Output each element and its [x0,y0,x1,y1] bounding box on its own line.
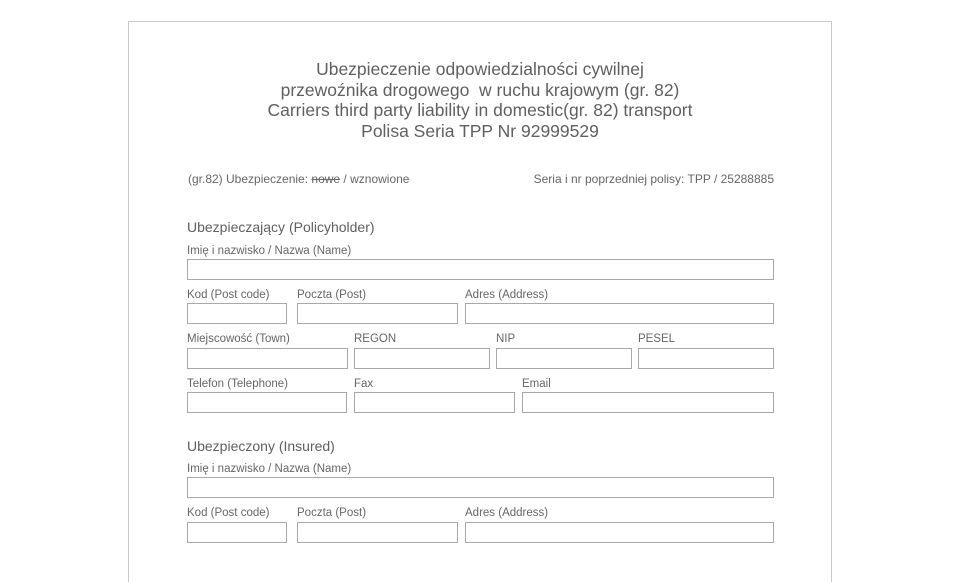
previous-policy: Seria i nr poprzedniej polisy: TPP / 25288885 [533,172,774,186]
insurance-type-separator: / [340,172,351,186]
insurance-type-new: nowe [311,172,341,186]
insurance-type-prefix: (gr.82) Ubezpieczenie: [188,172,312,186]
document-title [129,59,831,141]
policyholder-postcode-label: Kod (Post code) [187,289,270,301]
policyholder-name-label: Imię i nazwisko / Nazwa (Name) [187,245,352,257]
insured-name-field[interactable] [187,477,774,498]
policyholder-town-label: Miejscowość (Town) [187,333,290,345]
policyholder-postcode-field[interactable] [187,303,287,324]
policyholder-address-field[interactable] [465,303,774,324]
policyholder-post-label: Poczta (Post) [297,289,367,301]
title-line-2: przewoźnika drogowego w ruchu krajowym (gr. 82) [280,79,680,100]
policyholder-regon-field[interactable] [354,348,490,369]
policyholder-pesel-field[interactable] [638,348,774,369]
insured-name-label: Imię i nazwisko / Nazwa (Name) [187,463,352,475]
title-line-1: Ubezpieczenie odpowiedzialności cywilnej [316,59,644,79]
insurance-type [188,172,409,186]
insurance-type-renewed: wznowione [350,172,410,186]
policyholder-fax-field[interactable] [354,392,515,413]
policyholder-pesel-label: PESEL [638,333,676,345]
policyholder-email-field[interactable] [522,392,774,413]
policyholder-phone-label: Telefon (Telephone) [187,378,289,390]
policyholder-fax-label: Fax [354,378,374,390]
policyholder-regon-label: REGON [354,333,397,345]
policyholder-phone-field[interactable] [187,392,347,413]
title-line-3: Carriers third party liability in domestic(gr. 82) transport [267,100,693,120]
policyholder-town-field[interactable] [187,348,348,369]
policyholder-name-field[interactable] [187,259,774,280]
policyholder-nip-field[interactable] [496,348,632,369]
insured-address-label: Adres (Address) [465,507,549,519]
insured-post-label: Poczta (Post) [297,507,367,519]
insured-postcode-label: Kod (Post code) [187,507,270,519]
policyholder-email-label: Email [522,378,551,390]
insured-section-title: Ubezpieczony (Insured) [187,438,335,454]
policyholder-address-label: Adres (Address) [465,289,549,301]
policyholder-section-title: Ubezpieczający (Policyholder) [187,219,375,235]
title-line-4: Polisa Seria TPP Nr 92999529 [361,120,599,141]
policyholder-nip-label: NIP [496,333,516,345]
policyholder-post-field[interactable] [297,303,458,324]
